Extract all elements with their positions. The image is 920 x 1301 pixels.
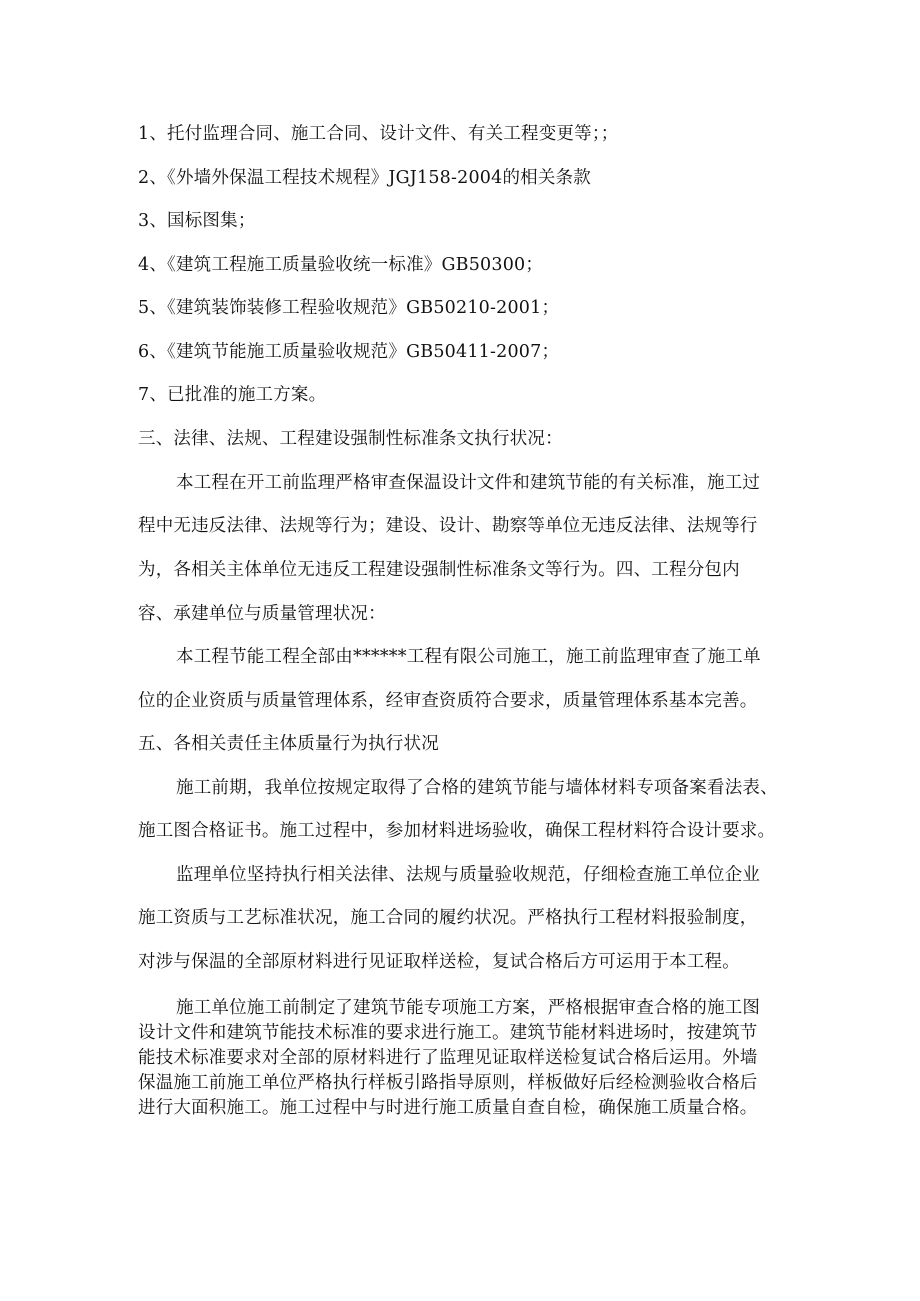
section-3-heading: 三、法律、法规、工程建设强制性标准条文执行状况： [138,429,563,449]
section-4-line-1: 本工程节能工程全部由******工程有限公司施工，施工前监理审查了施工单 [176,647,761,667]
section-5-para-3-line-4: 保温施工前施工单位严格执行样板引路指导原则，样板做好后经检测验收合格后 [138,1073,758,1093]
section-5-para-3-line-5: 进行大面积施工。施工过程中与时进行施工质量自查自检，确保施工质量合格。 [138,1098,758,1118]
section-3-line-2: 程中无违反法律、法规等行为；建设、设计、勘察等单位无违反法律、法规等行 [138,516,758,536]
section-5-para-3-line-3: 能技术标准要求对全部的原材料进行了监理见证取样送检复试合格后运用。外墙 [138,1048,758,1068]
reference-item-3: 3、国标图集； [138,211,256,231]
section-5-para-3-line-2: 设计文件和建筑节能技术标准的要求进行施工。建筑节能材料进场时，按建筑节 [138,1023,758,1043]
reference-item-6: 6、《建筑节能施工质量验收规范》GB50411-2007； [138,342,560,362]
section-5-para-2-line-1: 监理单位坚持执行相关法律、法规与质量验收规范，仔细检查施工单位企业 [176,865,761,885]
section-5-para-3-line-1: 施工单位施工前制定了建筑节能专项施工方案，严格根据审查合格的施工图 [176,998,761,1018]
section-3-line-1: 本工程在开工前监理严格审查保温设计文件和建筑节能的有关标准，施工过 [176,473,761,493]
section-5-para-1-line-1: 施工前期，我单位按规定取得了合格的建筑节能与墙体材料专项备案看法表、 [176,778,778,798]
section-4-line-2: 位的企业资质与质量管理体系，经审查资质符合要求，质量管理体系基本完善。 [138,691,758,711]
section-3-line-3: 为，各相关主体单位无违反工程建设强制性标准条文等行为。四、工程分包内 [138,560,740,580]
reference-item-7: 7、已批准的施工方案。 [138,385,327,405]
section-5-para-2-line-3: 对涉与保温的全部原材料进行见证取样送检，复试合格后方可运用于本工程。 [138,952,740,972]
reference-item-1: 1、托付监理合同、施工合同、设计文件、有关工程变更等；； [138,124,619,144]
reference-item-2: 2、《外墙外保温工程技术规程》JGJ158-2004的相关条款 [138,168,591,188]
section-5-para-2-line-2: 施工资质与工艺标准状况，施工合同的履约状况。严格执行工程材料报验制度， [138,908,758,928]
reference-item-4: 4、《建筑工程施工质量验收统一标准》GB50300； [138,255,544,275]
section-5-heading: 五、各相关责任主体质量行为执行状况 [138,734,439,754]
section-5-para-1-line-2: 施工图合格证书。施工过程中，参加材料进场验收，确保工程材料符合设计要求。 [138,821,776,841]
section-3-line-4: 容、承建单位与质量管理状况： [138,604,386,624]
reference-item-5: 5、《建筑装饰装修工程验收规范》GB50210-2001； [138,298,560,318]
